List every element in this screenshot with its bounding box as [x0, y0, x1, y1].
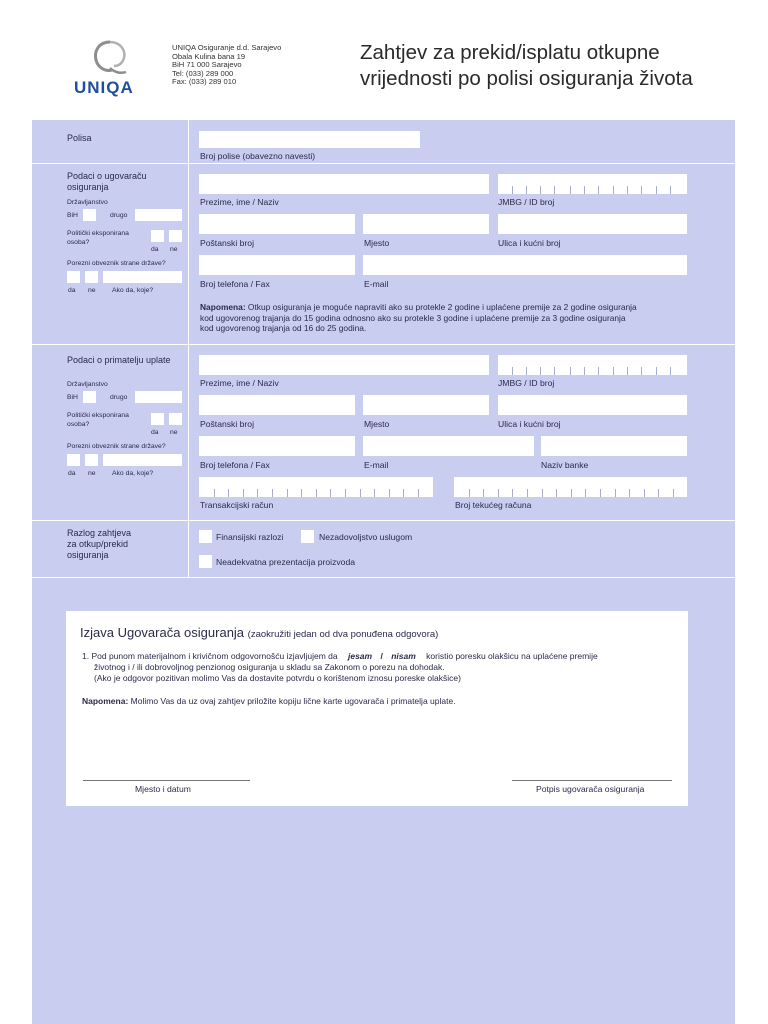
reason-financial-label: Finansijski razlozi [216, 532, 284, 542]
recipient-bank-label: Naziv banke [541, 460, 589, 470]
company-fax: Fax: (033) 289 010 [172, 77, 237, 87]
recipient-pep-no-label: ne [170, 429, 178, 436]
recipient-other-label: drugo [110, 394, 128, 401]
recipient-city-field[interactable] [363, 395, 489, 415]
place-date-label: Mjesto i datum [135, 784, 191, 794]
option-nisam[interactable]: nisam [391, 651, 416, 661]
policy-number-field[interactable] [199, 131, 420, 148]
holder-note [200, 302, 700, 334]
company-address: Obala Kulina bana 19 [172, 51, 246, 61]
recipient-tax-which-label: Ako da, koje? [112, 470, 154, 477]
citizenship-label: Državljanstvo [67, 199, 108, 206]
recipient-postal-label: Poštanski broj [200, 419, 254, 429]
transaction-account-label: Transakcijski račun [200, 500, 274, 510]
recipient-bank-field[interactable] [541, 436, 687, 456]
pep-no-checkbox[interactable] [169, 230, 182, 242]
tax-yes-checkbox[interactable] [67, 271, 80, 283]
reason-dissatisfaction-checkbox[interactable] [301, 530, 314, 543]
declaration-line-3: (Ako je odgovor pozitivan molimo Vas da dostavite potvrdu o korištenom iznosu poreske olakšice) [94, 673, 461, 683]
recipient-bih-checkbox[interactable] [83, 391, 96, 403]
recipient-other-field[interactable] [135, 391, 182, 403]
current-account-label: Broj tekućeg računa [455, 500, 532, 510]
current-account-field[interactable] [454, 477, 687, 497]
holder-postal-field[interactable] [199, 214, 355, 234]
recipient-tax-label: Porezni obveznik strane države? [67, 443, 166, 450]
section-ugovarac-line1: Podaci o ugovaraču [67, 171, 147, 181]
section-divider [32, 577, 735, 578]
holder-name-label: Prezime, ime / Naziv [200, 197, 279, 207]
declaration-note-bold: Napomena: [82, 696, 129, 706]
section-ugovarac-label [67, 171, 147, 193]
declaration-line-1b: koristio poresku olakšicu na uplaćene premije [426, 651, 598, 661]
recipient-tax-yes-label: da [68, 470, 76, 477]
title-line-2: vrijednosti po polisi osiguranja života [360, 67, 693, 90]
declaration-line-2: životnog i / ili dobrovoljnog penzionog osiguranja u skladu sa Zakonom o porezu na dohodak. [94, 662, 445, 672]
signature-line[interactable] [512, 780, 672, 781]
recipient-name-field[interactable] [199, 355, 489, 375]
tax-country-field[interactable] [103, 271, 182, 283]
title-line-1: Zahtjev za prekid/isplatu otkupne [360, 41, 660, 64]
recipient-postal-field[interactable] [199, 395, 355, 415]
tax-which-label: Ako da, koje? [112, 287, 154, 294]
section-ugovarac-line2: osiguranja [67, 182, 109, 192]
place-date-line[interactable] [83, 780, 250, 781]
holder-name-field[interactable] [199, 174, 489, 194]
holder-city-label: Mjesto [364, 238, 390, 248]
page-title [360, 40, 720, 92]
pep-no-label: ne [170, 246, 178, 253]
reason-financial-checkbox[interactable] [199, 530, 212, 543]
recipient-pep-yes-checkbox[interactable] [151, 413, 164, 425]
section-primatelj-label: Podaci o primatelju uplate [67, 355, 171, 365]
recipient-tax-no-checkbox[interactable] [85, 454, 98, 466]
note-line-2: kod ugovorenog trajanja do 15 godina odnosno ako su protekle 3 godine i uplaćene premije za 3 godine osiguranja [200, 312, 626, 323]
declaration-panel [66, 611, 688, 806]
recipient-jmbg-field[interactable] [498, 355, 687, 375]
reason-presentation-label: Neadekvatna prezentacija proizvoda [216, 557, 356, 567]
item-number: 1. [82, 651, 90, 661]
citizenship-other-field[interactable] [135, 209, 182, 221]
recipient-pep-yes-label: da [151, 429, 159, 436]
recipient-pep-no-checkbox[interactable] [169, 413, 182, 425]
recipient-bih-label: BiH [67, 394, 78, 401]
logo-text: UNIQA [74, 78, 134, 97]
pep-yes-label: da [151, 246, 159, 253]
declaration-subtitle: (zaokružiti jedan od dva ponuđena odgovora) [247, 629, 439, 640]
razlog-line-3: osiguranja [67, 550, 109, 560]
tax-no-label: ne [88, 287, 96, 294]
tax-no-checkbox[interactable] [85, 271, 98, 283]
recipient-phone-label: Broj telefona / Fax [200, 460, 270, 470]
company-city: BiH 71 000 Sarajevo [172, 60, 242, 70]
note-line-3: kod ugovorenog trajanja od 16 do 25 godina. [200, 323, 367, 333]
recipient-email-field[interactable] [363, 436, 534, 456]
recipient-phone-field[interactable] [199, 436, 355, 456]
uniqa-logo-icon [88, 38, 132, 78]
recipient-email-label: E-mail [364, 460, 389, 470]
citizenship-other-label: drugo [110, 212, 128, 219]
recipient-jmbg-label: JMBG / ID broj [498, 378, 555, 388]
recipient-street-label: Ulica i kućni broj [498, 419, 561, 429]
section-divider [32, 344, 735, 345]
company-info [172, 44, 281, 87]
holder-jmbg-field[interactable] [498, 174, 687, 194]
holder-phone-field[interactable] [199, 255, 355, 275]
company-tel: Tel: (033) 289 000 [172, 68, 234, 78]
pep-yes-checkbox[interactable] [151, 230, 164, 242]
holder-email-field[interactable] [363, 255, 687, 275]
recipient-name-label: Prezime, ime / Naziv [200, 378, 279, 388]
policy-number-label: Broj polise (obavezno navesti) [200, 151, 316, 161]
declaration-title-text: Izjava Ugovarača osiguranja [80, 625, 245, 640]
recipient-street-field[interactable] [498, 395, 687, 415]
option-separator: / [380, 651, 383, 661]
recipient-citizenship-label: Državljanstvo [67, 381, 108, 388]
tax-label: Porezni obveznik strane države? [67, 260, 166, 267]
citizenship-bih-checkbox[interactable] [83, 209, 96, 221]
reason-presentation-checkbox[interactable] [199, 555, 212, 568]
razlog-line-2: za otkup/prekid [67, 539, 129, 549]
signature-label: Potpis ugovarača osiguranja [536, 784, 645, 794]
holder-jmbg-label: JMBG / ID broj [498, 197, 555, 207]
option-jesam[interactable]: jesam [347, 651, 373, 661]
citizenship-bih-label: BiH [67, 212, 78, 219]
recipient-city-label: Mjesto [364, 419, 390, 429]
recipient-tax-yes-checkbox[interactable] [67, 454, 80, 466]
recipient-tax-country-field[interactable] [103, 454, 182, 466]
company-name: UNIQA Osiguranje d.d. Sarajevo [172, 43, 282, 52]
holder-email-label: E-mail [364, 279, 389, 289]
holder-street-field[interactable] [498, 214, 687, 234]
recipient-pep-label-2: osoba? [67, 421, 90, 428]
holder-phone-label: Broj telefona / Fax [200, 279, 270, 289]
section-divider [32, 163, 735, 164]
declaration-note-text: Molimo Vas da uz ovaj zahtjev priložite kopiju lične karte ugovarača i primatelja uplate. [128, 696, 456, 706]
razlog-line-1: Razlog zahtjeva [67, 528, 132, 538]
tax-yes-label: da [68, 287, 76, 294]
transaction-account-field[interactable] [199, 477, 433, 497]
holder-postal-label: Poštanski broj [200, 238, 254, 248]
section-razlog-label [67, 528, 131, 561]
pep-label-2: osoba? [67, 239, 90, 246]
reason-dissatisfaction-label: Nezadovoljstvo uslugom [319, 532, 413, 542]
declaration-line-1a: Pod punom materijalnom i krivičnom odgovornošću izjavljujem da [91, 651, 338, 661]
declaration-text [82, 651, 672, 707]
note-bold: Napomena: [200, 302, 246, 312]
section-divider [32, 520, 735, 521]
pep-label-1: Politički eksponirana [67, 230, 129, 237]
note-line-1: Otkup osiguranja je moguće napraviti ako su protekle 2 godine i uplaćene premije za 2 godine osiguranja [245, 302, 637, 312]
holder-city-field[interactable] [363, 214, 489, 234]
section-polisa-label: Polisa [67, 133, 92, 143]
declaration-title [80, 625, 438, 640]
recipient-tax-no-label: ne [88, 470, 96, 477]
holder-street-label: Ulica i kućni broj [498, 238, 561, 248]
column-divider [188, 120, 189, 577]
recipient-pep-label-1: Politički eksponirana [67, 412, 129, 419]
